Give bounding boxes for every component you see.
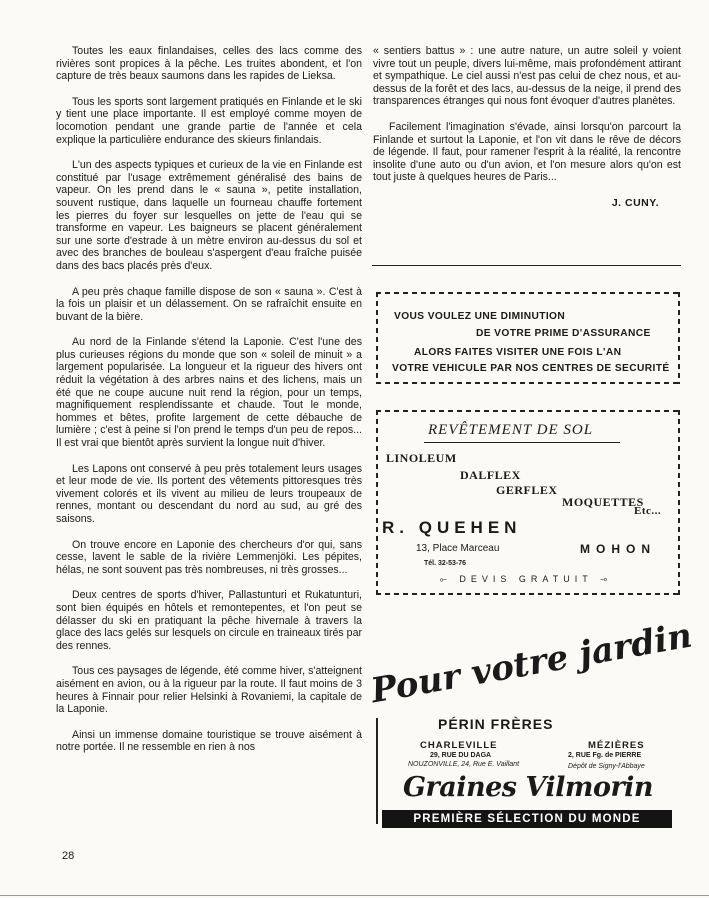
- border-bottom: [376, 593, 680, 595]
- ornament-right-icon: ⊸: [592, 574, 613, 584]
- bottom-rule: [0, 895, 709, 896]
- paragraph: Tous ces paysages de légende, été comme hiver, s'atteignent aisément en avion, ou à la rigueur par la route. Il faut moins de 3 heures à Finnair pour relier Helsinki à Rovaniemi, la capitale de la Laponie.: [56, 665, 362, 716]
- border-right: [678, 292, 680, 384]
- title-underline: [424, 442, 620, 443]
- city-name: MÉZIÈRES: [588, 740, 645, 751]
- ad-headline: Pour votre jardin: [368, 615, 695, 712]
- street-address: NOUZONVILLE, 24, Rue E. Vaillant: [408, 761, 520, 768]
- product-name: LINOLEUM: [386, 451, 457, 465]
- paragraph: Les Lapons ont conservé à peu près totalement leurs usages et leur mode de vie. Ils portent des vêtements pittoresques très vivement colorés et ils vivent au milieu de leurs troupeaux de rennes, montant ou descendant du nord au sud, au gré des saisons.: [56, 462, 362, 525]
- ad-left-border: [376, 718, 378, 824]
- company-name: PÉRIN FRÈRES: [438, 716, 554, 732]
- ad-line: DE VOTRE PRIME D'ASSURANCE: [476, 328, 651, 339]
- right-article-column: [373, 45, 681, 210]
- ad-line: VOTRE VEHICULE PAR NOS CENTRES DE SECURITÉ: [392, 363, 670, 374]
- border-left: [376, 292, 378, 384]
- ornament-left-icon: ⟜: [439, 574, 460, 584]
- street-address: 2, RUE Fg. de PIERRE: [568, 752, 642, 759]
- company-town: MOHON: [580, 542, 656, 556]
- ad-title: REVÊTEMENT DE SOL: [428, 422, 594, 438]
- product-name: DALFLEX: [460, 468, 521, 482]
- company-name: R. QUEHEN: [382, 518, 522, 537]
- product-name: Etc...: [634, 505, 662, 517]
- paragraph: A peu près chaque famille dispose de son « sauna ». C'est à la fois un plaisir et un délassement. On se rafraîchit ensuite en buvant de la bière.: [56, 285, 362, 323]
- paragraph: Facilement l'imagination s'évade, ainsi lorsqu'on parcourt la Finlande et surtout la Laponie, et l'on vit dans le rêve de décors de légende. Il faut, pour ramener l'esprit à la réalité, la rencontre insolite d'une auto ou d'un avion, et l'on mesure alors qu'on est tout juste à quelques heures de Paris...: [373, 120, 681, 184]
- border-top: [376, 410, 680, 412]
- depot-note: Dépôt de Signy-l'Abbaye: [568, 763, 645, 770]
- section-divider: [372, 265, 681, 266]
- paragraph: Ainsi un immense domaine touristique se trouve aisément à notre portée. Il ne ressemble en rien à nos: [56, 728, 362, 754]
- ad-line: ALORS FAITES VISITER UNE FOIS L'AN: [414, 347, 622, 358]
- left-article-column: [56, 45, 362, 767]
- city-name: CHARLEVILLE: [420, 740, 498, 751]
- company-phone: Tél. 32-53-76: [424, 560, 467, 567]
- brand-banner: PREMIÈRE SÉLECTION DU MONDE: [382, 810, 672, 828]
- border-left: [376, 410, 378, 595]
- brand-logo: Graines Vilmorin: [402, 772, 654, 803]
- garden-ad: [368, 615, 695, 832]
- flooring-ad: [376, 410, 680, 595]
- paragraph: Deux centres de sports d'hiver, Pallastunturi et Rukatunturi, sont bien équipés en hôtels et remontepentes, et l'on peut se délasser du ski en pratiquant la pêche hivernale à travers la glace des lacs gelés sur lesquels on circule en traineaux tirés par des rennes.: [56, 589, 362, 652]
- devis-text: DEVIS GRATUIT: [459, 574, 593, 584]
- paragraph: Toutes les eaux finlandaises, celles des lacs comme des rivières sont propices à la pêche. Les truites abondent, et l'on capture de très beaux saumons dans les rapides de Lieksa.: [56, 45, 362, 83]
- author-signature: J. CUNY.: [611, 196, 659, 209]
- border-top: [376, 292, 680, 294]
- company-address: 13, Place Marceau: [416, 543, 500, 554]
- page-number: 28: [62, 850, 75, 862]
- product-name: GERFLEX: [496, 483, 558, 497]
- product-name: MOQUETTES: [562, 495, 644, 509]
- free-quote-banner: [396, 574, 656, 585]
- border-bottom: [376, 382, 680, 384]
- insurance-ad: [376, 292, 680, 384]
- paragraph: Au nord de la Finlande s'étend la Laponie. C'est l'une des plus curieuses régions du monde que son « soleil de minuit » a largement popularisée. La longueur et la rigueur des hivers ont réduit la végétation à des arbres nains et des lichens, mais un été que ne coupe aucune nuit rend la région, pour un temps, magnifiquement resplendissante et chaude. Tout le monde, hommes et bêtes, profite largement de cette débauche de lumière ; c'est à peine si l'on prend le temps d'un peu de repos... Il est vrai que bientôt après survient la longue nuit d'hiver.: [56, 336, 362, 450]
- border-right: [678, 410, 680, 595]
- paragraph: « sentiers battus » : une autre nature, un autre soleil y voient vivre tout un peuple, divers lui-même, mais profondément attirant et sympathique. Le ciel aussi n'est pas celui de chez nous, et au-dessus de la forêt et des lacs, au-dessus de la neige, il prend des transparences étranges qui nous font évoquer d'autres planètes.: [373, 45, 681, 108]
- paragraph: On trouve encore en Laponie des chercheurs d'or qui, sans cesse, lavent le sable de la rivière Lemmenjöki. Les pépites, hélas, ne sont souvent pas très nombreuses, ni très grosses...: [56, 538, 362, 576]
- paragraph: Tous les sports sont largement pratiqués en Finlande et le ski y tient une place importante. Il est employé comme moyen de locomotion pendant une grande partie de l'année et cela explique la particulière endurance des skieurs finlandais.: [56, 95, 362, 146]
- street-address: 29, RUE DU DAGA: [430, 752, 492, 759]
- ad-line: VOUS VOULEZ UNE DIMINUTION: [394, 311, 566, 322]
- paragraph: L'un des aspects typiques et curieux de la vie en Finlande est constitué par l'usage extrêmement généralisé des bains de vapeur. On les prend dans le « sauna », petite installation, souvent rustique, dans laquelle un fourneau chauffe fortement les pierres du foyer sur lesquelles on jette de l'eau qui se transforme en vapeur. Les baigneurs se placent généralement sur une sorte d'estrade à un mètre environ au-dessus du sol et avec des branches de bouleau s'aspergent d'eau fraîche puisée dans des bacs placés près d'eux.: [56, 159, 362, 272]
